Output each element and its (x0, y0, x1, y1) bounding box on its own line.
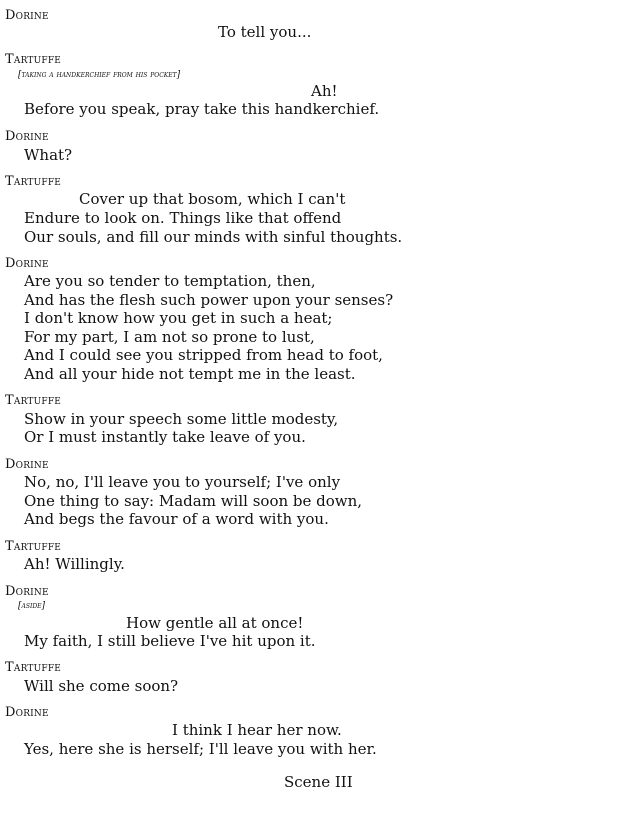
verse-line: One thing to say: Madam will soon be down, (24, 492, 363, 510)
verse-line: Ah! Willingly. (24, 555, 125, 573)
scene-heading: Scene III (284, 773, 353, 791)
verse-line: My faith, I still believe I've hit upon it. (24, 632, 316, 650)
verse-line: And I could see you stripped from head to foot, (24, 346, 383, 364)
verse-line: Before you speak, pray take this handkerchief. (24, 100, 380, 118)
speaker-name: Tartuffe (5, 52, 62, 67)
verse-line: And has the flesh such power upon your senses? (24, 291, 394, 309)
stage-direction: [taking a handkerchief from his pocket] (18, 70, 181, 80)
verse-line: Will she come soon? (24, 677, 179, 695)
speaker-name: Tartuffe (5, 174, 62, 189)
verse-line: Endure to look on. Things like that offend (24, 209, 342, 227)
verse-line: And begs the favour of a word with you. (24, 510, 329, 528)
verse-line: How gentle all at once! (126, 614, 304, 632)
verse-line: For my part, I am not so prone to lust, (24, 328, 315, 346)
verse-line: I don't know how you get in such a heat; (24, 309, 333, 327)
verse-line: Ah! (311, 82, 338, 100)
speaker-name: Tartuffe (5, 393, 62, 408)
speaker-name: Dorine (5, 129, 49, 144)
verse-line: Show in your speech some little modesty, (24, 410, 339, 428)
verse-line: No, no, I'll leave you to yourself; I've only (24, 473, 341, 491)
verse-line: I think I hear her now. (172, 721, 342, 739)
speaker-name: Dorine (5, 256, 49, 271)
speaker-name: Dorine (5, 705, 49, 720)
verse-line: Are you so tender to temptation, then, (24, 272, 316, 290)
speaker-name: Tartuffe (5, 539, 62, 554)
stage-direction: [aside] (18, 601, 46, 611)
speaker-name: Dorine (5, 457, 49, 472)
verse-line: What? (24, 146, 73, 164)
verse-line: To tell you... (218, 23, 312, 41)
speaker-name: Tartuffe (5, 660, 62, 675)
verse-line: Cover up that bosom, which I can't (79, 190, 346, 208)
verse-line: Yes, here she is herself; I'll leave you with her. (24, 740, 377, 758)
speaker-name: Dorine (5, 584, 49, 599)
verse-line: Our souls, and fill our minds with sinful thoughts. (24, 228, 403, 246)
verse-line: And all your hide not tempt me in the least. (24, 365, 356, 383)
speaker-name: Dorine (5, 8, 49, 23)
verse-line: Or I must instantly take leave of you. (24, 428, 306, 446)
